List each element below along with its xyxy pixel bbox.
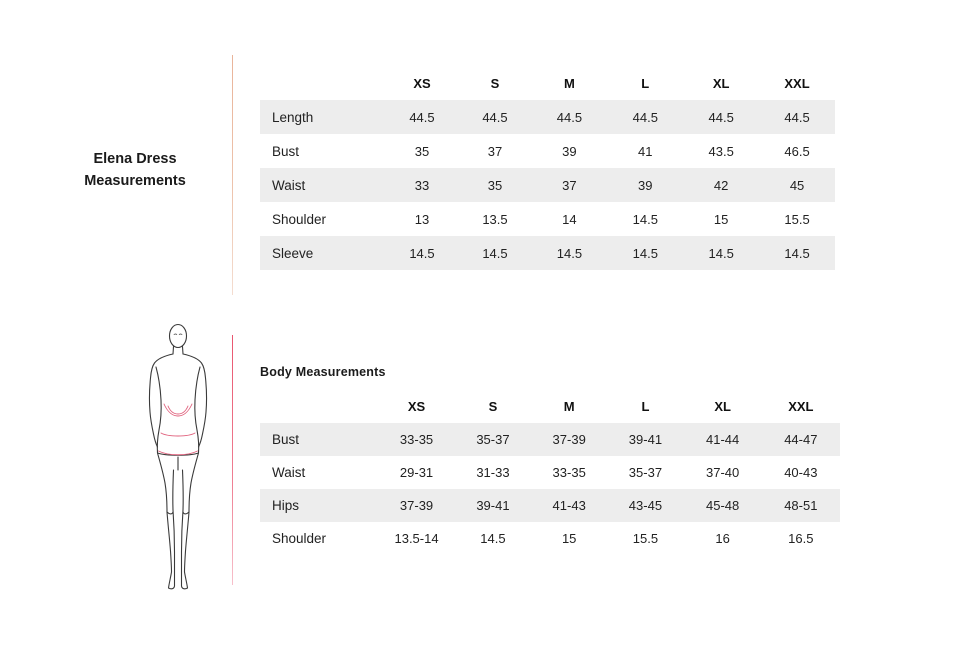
cell-shoulder-m: 15 [561, 531, 577, 546]
cell-waist-s: 31-33 [476, 465, 510, 480]
cell-sleeve-xxl: 14.5 [759, 236, 835, 270]
column-header-m: M [531, 390, 607, 423]
body-measurements-table [260, 390, 840, 555]
cell-shoulder-s: 14.5 [480, 531, 506, 546]
cell-bust-xs: 35 [414, 143, 430, 159]
cell-bust-xl: 41-44 [684, 423, 762, 456]
cell-hips-xs: 37-39 [378, 489, 454, 522]
column-header-s: S [458, 66, 531, 100]
cell-waist-xl: 42 [683, 168, 759, 202]
row-label-waist: Waist [260, 168, 386, 202]
cell-bust-s: 37 [487, 143, 503, 159]
cell-sleeve-xs: 14.5 [386, 236, 459, 270]
cell-hips-xl: 45-48 [684, 489, 762, 522]
cell-hips-s: 39-41 [455, 489, 531, 522]
page-title-line-2: Measurements [84, 173, 186, 190]
row-label-shoulder: Shoulder [272, 531, 327, 546]
table-row [260, 456, 840, 489]
cell-length-xxl: 44.5 [759, 100, 835, 134]
column-header-xxl: XXL [759, 66, 835, 100]
cell-bust-m: 37-39 [531, 423, 607, 456]
table-row [260, 134, 835, 168]
cell-bust-xs: 33-35 [378, 423, 454, 456]
cell-shoulder-l: 15.5 [632, 531, 659, 546]
cell-bust-xl: 43.5 [708, 143, 734, 159]
cell-waist-xxl: 45 [759, 168, 835, 202]
cell-length-xl: 44.5 [683, 100, 759, 134]
table-row [260, 423, 840, 456]
column-header-xs: XS [386, 66, 459, 100]
cell-waist-l: 35-37 [628, 465, 663, 480]
cell-length-l: 44.5 [607, 100, 683, 134]
column-header-xxl: XXL [762, 390, 840, 423]
cell-waist-xs: 29-31 [399, 465, 434, 480]
cell-bust-xxl: 46.5 [784, 143, 810, 159]
accent-rule-top [232, 55, 233, 295]
row-label-length: Length [260, 100, 386, 134]
table-row [260, 100, 835, 134]
cell-bust-xxl: 44-47 [762, 423, 840, 456]
cell-bust-l: 41 [638, 143, 653, 159]
cell-shoulder-xl: 16 [715, 531, 730, 546]
cell-shoulder-xxl: 16.5 [788, 531, 814, 546]
cell-shoulder-xxl: 15.5 [784, 211, 810, 227]
row-label-sleeve: Sleeve [260, 236, 386, 270]
column-header-blank [260, 66, 386, 100]
cell-sleeve-m: 14.5 [531, 236, 607, 270]
row-label-waist: Waist [272, 465, 306, 480]
cell-waist-l: 39 [607, 168, 683, 202]
table-row [260, 168, 835, 202]
column-header-l: L [607, 66, 683, 100]
row-label-bust: Bust [260, 423, 378, 456]
column-header-m: M [531, 66, 607, 100]
cell-waist-m: 33-35 [552, 465, 586, 480]
table-header-row [260, 390, 840, 423]
cell-length-s: 44.5 [458, 100, 531, 134]
female-body-croquis-icon [128, 320, 228, 600]
cell-waist-xxl: 40-43 [784, 465, 818, 480]
page-title-line-1: Elena Dress [93, 151, 177, 167]
body-measurements-heading: Body Measurements [260, 365, 386, 379]
cell-waist-s: 35 [458, 168, 531, 202]
cell-waist-xl: 37-40 [706, 465, 740, 480]
cell-length-m: 44.5 [531, 100, 607, 134]
table-row [260, 522, 840, 555]
row-label-bust: Bust [272, 143, 300, 159]
cell-hips-m: 41-43 [531, 489, 607, 522]
table-row [260, 202, 835, 236]
table-row [260, 236, 835, 270]
cell-shoulder-xs: 13 [414, 211, 430, 227]
cell-hips-xxl: 48-51 [762, 489, 840, 522]
cell-shoulder-m: 14 [562, 211, 577, 227]
column-header-xl: XL [684, 390, 762, 423]
cell-waist-m: 37 [531, 168, 607, 202]
column-header-xl: XL [683, 66, 759, 100]
column-header-l: L [607, 390, 683, 423]
cell-sleeve-l: 14.5 [607, 236, 683, 270]
cell-bust-m: 39 [562, 143, 577, 159]
column-header-s: S [455, 390, 531, 423]
cell-shoulder-s: 13.5 [482, 211, 508, 227]
cell-bust-l: 39-41 [607, 423, 683, 456]
cell-sleeve-s: 14.5 [458, 236, 531, 270]
row-label-hips: Hips [260, 489, 378, 522]
row-label-shoulder: Shoulder [272, 211, 327, 227]
column-header-xs: XS [378, 390, 454, 423]
cell-sleeve-xl: 14.5 [683, 236, 759, 270]
table-row [260, 489, 840, 522]
table-header-row [260, 66, 835, 100]
column-header-blank [260, 390, 378, 423]
accent-rule-bottom [232, 335, 233, 585]
cell-shoulder-xs: 13.5-14 [394, 531, 439, 546]
cell-shoulder-xl: 15 [713, 211, 729, 227]
cell-bust-s: 35-37 [455, 423, 531, 456]
cell-hips-l: 43-45 [607, 489, 683, 522]
cell-waist-xs: 33 [386, 168, 459, 202]
cell-length-xs: 44.5 [386, 100, 459, 134]
cell-shoulder-l: 14.5 [632, 211, 658, 227]
dress-measurements-table [260, 66, 835, 270]
page-title [40, 148, 230, 193]
